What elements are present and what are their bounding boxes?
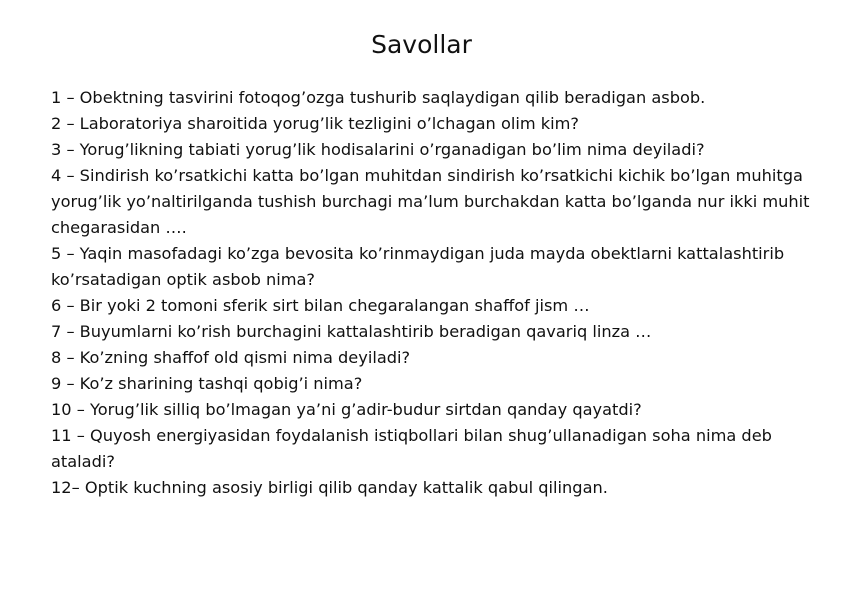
question-item: 2 – Laboratoriya sharoitida yorug’lik tezligini o’lchagan olim kim?	[51, 114, 579, 133]
question-item: 6 – Bir yoki 2 tomoni sferik sirt bilan chegaralangan shaffof jism …	[51, 296, 590, 315]
question-item: 3 – Yorug’likning tabiati yorug’lik hodisalarini o’rganadigan bo’lim nima deyiladi?	[51, 140, 705, 159]
question-list	[51, 85, 831, 501]
question-item: 10 – Yorug’lik silliq bo’lmagan ya’ni g’adir-budur sirtdan qanday qayatdi?	[51, 400, 642, 419]
question-item: 4 – Sindirish ko’rsatkichi katta bo’lgan muhitdan sindirish ko’rsatkichi kichik bo’lgan muhitga yorug’lik yo’naltirilganda tushish burchagi ma’lum burchakdan katta bo’lganda nur ikki muhit chegarasidan ….	[51, 166, 810, 237]
question-item: 1 – Obektning tasvirini fotoqog’ozga tushurib saqlaydigan qilib beradigan asbob.	[51, 88, 706, 107]
question-item: 8 – Ko’zning shaffof old qismi nima deyiladi?	[51, 348, 411, 367]
question-item: 12– Optik kuchning asosiy birligi qilib qanday kattalik qabul qilingan.	[51, 478, 608, 497]
question-item: 11 – Quyosh energiyasidan foydalanish istiqbollari bilan shug’ullanadigan soha nima deb ataladi?	[51, 426, 772, 471]
question-item: 7 – Buyumlarni ko’rish burchagini kattalashtirib beradigan qavariq linza …	[51, 322, 652, 341]
slide-title: Savollar	[371, 30, 472, 59]
question-item: 9 – Ko’z sharining tashqi qobig’i nima?	[51, 374, 363, 393]
question-item: 5 – Yaqin masofadagi ko’zga bevosita ko’rinmaydigan juda mayda obektlarni kattalashtirib ko’rsatadigan optik asbob nima?	[51, 244, 785, 289]
